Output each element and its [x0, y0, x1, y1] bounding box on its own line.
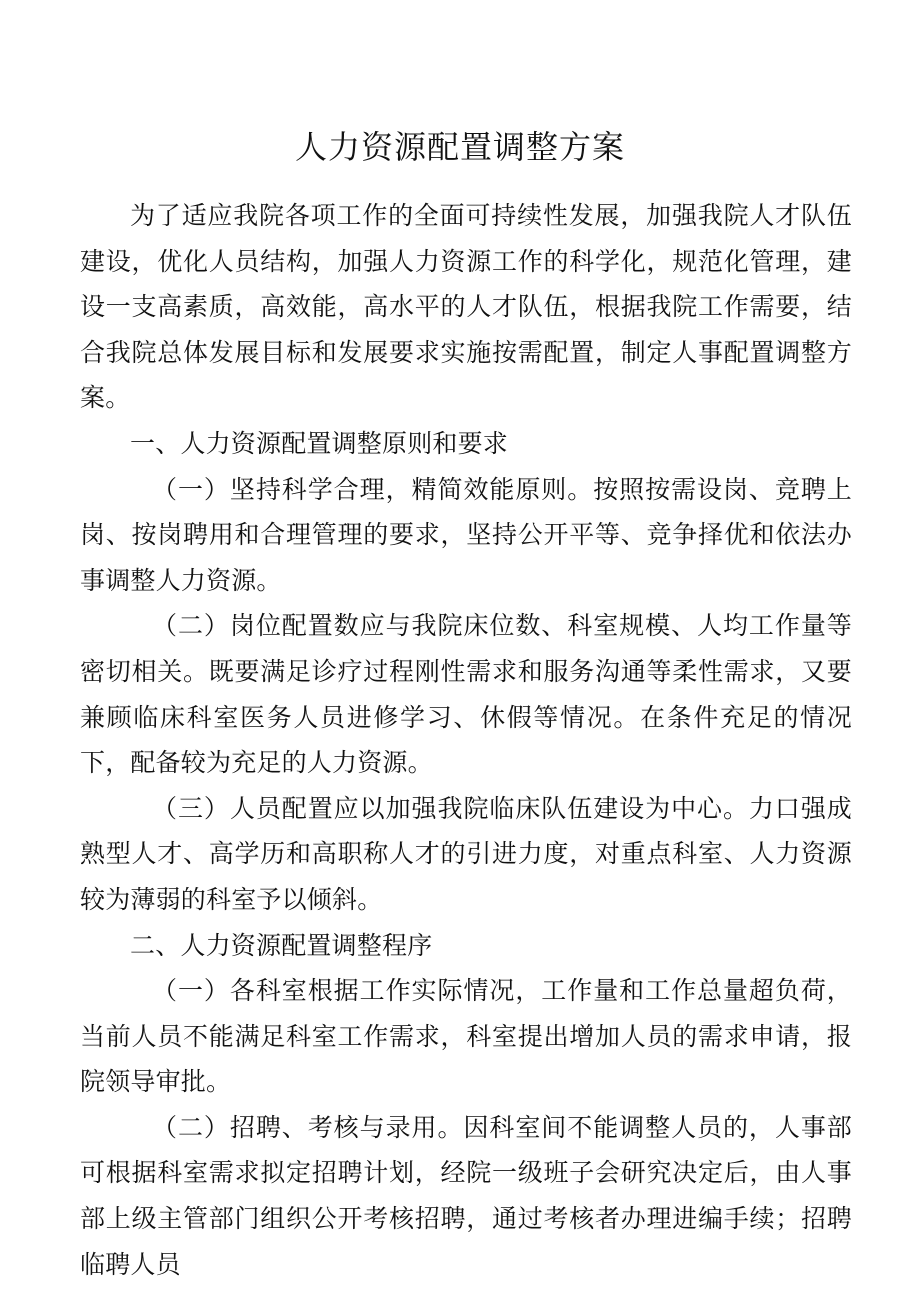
principle-item-1: （一）坚持科学合理，精简效能原则。按照按需设岗、竞聘上岗、按岗聘用和合理管理的要求，坚持公开平等、竞争择优和依法办事调整人力资源。 [80, 474, 852, 595]
principle-item-2: （二）岗位配置数应与我院床位数、科室规模、人均工作量等密切相关。既要满足诊疗过程刚性需求和服务沟通等柔性需求，又要兼顾临床科室医务人员进修学习、休假等情况。在条件充足的情况下，配备较为充足的人力资源。 [80, 611, 852, 778]
document-body [80, 193, 852, 1287]
principle-item-3: （三）人员配置应以加强我院临床队伍建设为中心。力口强成熟型人才、高学历和高职称人才的引进力度，对重点科室、人力资源较为薄弱的科室予以倾斜。 [80, 793, 852, 914]
procedure-item-2: （二）招聘、考核与录用。因科室间不能调整人员的，人事部可根据科室需求拟定招聘计划，经院一级班子会研究决定后，由人事部上级主管部门组织公开考核招聘，通过考核者办理进编手续；招聘临聘人员 [80, 1112, 852, 1279]
document-title: 人力资源配置调整方案 [294, 128, 625, 166]
intro-paragraph: 为了适应我院各项工作的全面可持续性发展，加强我院人才队伍建设，优化人员结构，加强人力资源工作的科学化，规范化管理，建设一支高素质，高效能，高水平的人才队伍，根据我院工作需要，结合我院总体发展目标和发展要求实施按需配置，制定人事配置调整方案。 [80, 201, 852, 413]
procedure-item-1: （一）各科室根据工作实际情况，工作量和工作总量超负荷，当前人员不能满足科室工作需求，科室提出增加人员的需求申请，报院领导审批。 [80, 976, 852, 1097]
section-heading-procedure: 二、人力资源配置调整程序 [130, 930, 433, 960]
section-heading-principles: 一、人力资源配置调整原则和要求 [130, 428, 509, 458]
